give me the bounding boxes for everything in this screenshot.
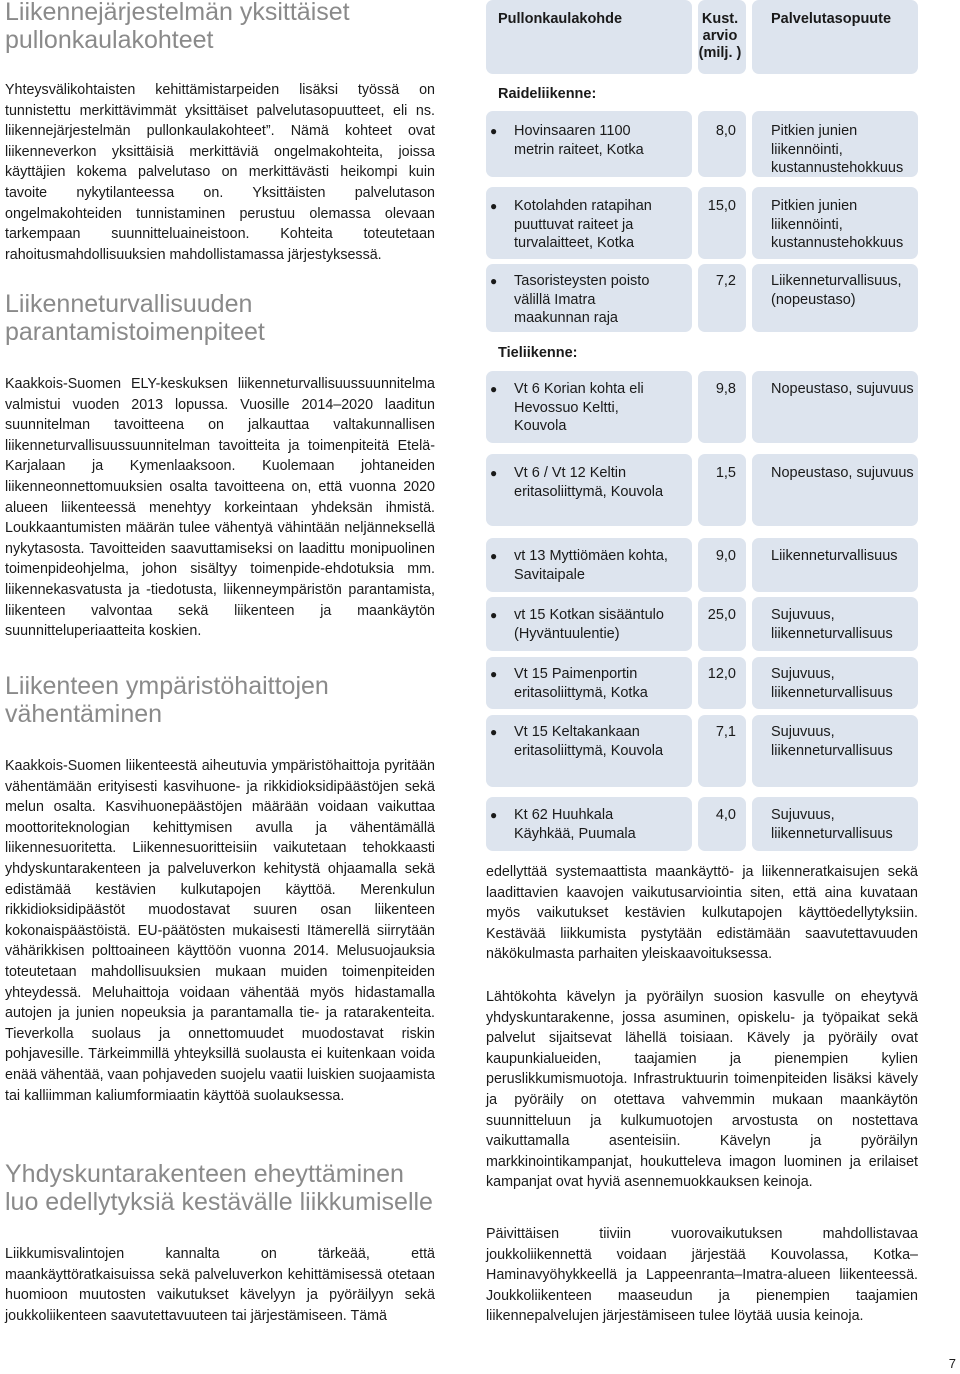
row-cost: 7,2	[715, 273, 736, 289]
bullet-icon: ●	[490, 808, 498, 822]
row-level: Sujuvuus, liikenneturvallisuus	[771, 724, 893, 759]
bullet-icon: ●	[490, 124, 498, 138]
bullet-icon: ●	[490, 199, 498, 213]
row-site: Vt 6 Korian kohta eli Hevossuo Keltti, Kouvola	[514, 381, 644, 434]
row-cost: 12,0	[707, 666, 736, 682]
row-box	[698, 111, 746, 177]
row-cost: 15,0	[707, 198, 736, 214]
row-level: Nopeustaso, sujuvuus	[771, 381, 914, 397]
section-road: Tieliikenne:	[498, 345, 578, 361]
row-cost: 9,0	[715, 548, 736, 564]
row-level: Nopeustaso, sujuvuus	[771, 465, 914, 481]
row-cost: 7,1	[715, 724, 736, 740]
row-site: vt 15 Kotkan sisääntulo (Hyväntuulentie)	[514, 607, 664, 642]
row-level: Liikenneturvallisuus, (nopeustaso)	[771, 273, 902, 308]
row-level: Pitkien junien liikennöinti, kustannustehokkuus	[771, 198, 904, 251]
row-site: Vt 15 Keltakankaan eritasoliittymä, Kouvola	[514, 724, 664, 759]
bullet-icon: ●	[490, 274, 498, 288]
column-header-level: Palvelutasopuute	[771, 11, 892, 27]
row-site: Kt 62 Huuhkala Käyhkää, Puumala	[514, 807, 636, 842]
row-site: Kotolahden ratapihan puuttuvat raiteet ja turvalaitteet, Kotka	[514, 198, 652, 251]
row-cost: 4,0	[715, 807, 736, 823]
row-site: vt 13 Myttiömäen kohta, Savitaipale	[514, 548, 668, 583]
row-cost: 9,8	[715, 381, 736, 397]
bullet-icon: ●	[490, 667, 498, 681]
paragraph-traffic-safety: Kaakkois-Suomen ELY-keskuksen liikenneturvallisuussuunnitelma valmistui vuoden 2013 lopussa. Vuosille 2014–2020 laaditun suunnitelman tavoitteena on jalkauttaa valtakunnallisen liikenneturvallisuussuunnitelman tavoitteita ja toimenpiteitä Etelä-Karjalaan ja Kymenlaaksoon. Kuolemaan johtaneiden liikenneonnettomuuksien osalta tavoitteena on, että vuonna 2020 alueen liikenteessä menehtyy korkeintaan yhdeksän ihmistä. Loukkaantumisten määrän tulee vähentyä vähintään neljänneksellä nykytasosta. Tavoitteiden saavuttamiseksi on laadittu monipuolinen toimenpideohjelma, johon sisältyy toimenpide-ehdotuksia mm. liikennekasvatusta ja -tiedotusta, liikenneympäristön parantamista, liikenteen valvontaa sekä liikenteen ja maankäytön suunnitteluperiaatteita koskien.	[5, 376, 435, 640]
paragraph-bottlenecks: Yhteysvälikohtaisten kehittämistarpeiden lisäksi työssä on tunnistettu merkittävimmät yksittäiset palvelutasopuutteet, eli ns. liikennejärjestelmän pullonkaulakohteet”. Nämä kohteet ovat liikenneverkon yksittäisiä merkittäviä ongelmakohteita, joissa käyttäjien kokema palvelutaso on merkittävästi heikompi kuin tavoite nykytilanteessa on. Yksittäisten palvelutason ongelmakohteiden tunnistaminen perustuu olemassa olevaan tarkempaan suunnitteluaineistoon. Kohteita toteutetaan rahoitusmahdollisuuksien mahdollistamassa järjestyksessä.	[5, 82, 435, 263]
paragraph-land-use: edellyttää systemaattista maankäyttö- ja liikenneratkaisujen sekä laadittavien kaavojen vaikutusarviointia siten, että aina kuvataan myös vaikutukset kestävien kulkutapojen käyttöedellytyksiin. Kestävää liikkumista pystytään edistämään saavutettavuuden näkökulmasta parhaiten yleiskaavoituksessa.	[486, 864, 918, 963]
row-site: Hovinsaaren 1100 metrin raiteet, Kotka	[514, 123, 644, 158]
paragraph-walking-cycling: Lähtökohta kävelyn ja pyöräilyn suosion kasvulle on eheytyvä yhdyskuntarakenne, jossa asuminen, opiskelu- ja työpaikat sekä palvelut sijaitsevat lähellä toisiaan. Kävely ja pyöräily ovat kaupunkialueiden, taajamien ja pienempien kylien peruslikkumismuotoja. Infrastruktuurin toimenpiteiden lisäksi kävely ja pyöräily on otettava vahvemmin mukaan maankäytön suunnitteluun ja kulkumuotojen arvostusta on nostettava vaikuttamalla asenteisiin. Kävelyn ja pyöräilyn markkinointikampanjat, houkutteleva imagon luominen ja erilaiset kampanjat ovat hyviä asennemuokkauksen keinoja.	[486, 989, 918, 1191]
row-level: Sujuvuus, liikenneturvallisuus	[771, 807, 893, 842]
row-cost: 25,0	[707, 607, 736, 623]
bullet-icon: ●	[490, 608, 498, 622]
row-level: Sujuvuus, liikenneturvallisuus	[771, 666, 893, 701]
heading-urban-structure: Yhdyskuntarakenteen eheyttäminen luo edellytyksiä kestävälle liikkumiselle	[5, 1160, 433, 1216]
bullet-icon: ●	[490, 466, 498, 480]
row-cost: 8,0	[715, 123, 736, 139]
row-site: Vt 15 Paimenportin eritasoliittymä, Kotka	[514, 666, 648, 701]
heading-environment: Liikenteen ympäristöhaittojen vähentäminen	[5, 672, 329, 728]
row-level: Sujuvuus, liikenneturvallisuus	[771, 607, 893, 642]
heading-bottlenecks: Liikennejärjestelmän yksittäiset pullonkaulakohteet	[5, 0, 350, 54]
bullet-icon: ●	[490, 725, 498, 739]
bullet-icon: ●	[490, 382, 498, 396]
heading-traffic-safety: Liikenneturvallisuuden parantamistoimenpiteet	[5, 290, 265, 346]
paragraph-environment: Kaakkois-Suomen liikenteestä aiheutuvia ympäristöhaittoja pyritään vähentämään erityisesti kasvihuone- ja rikkidioksidipäästöjen sekä melun osalta. Kasvihuonepäästöjen määrään voidaan vaikuttaa moottoriteknologian kehittymisen avulla ja vähentämällä liikennesuoritetta. Liikennesuoritteisiin vaikutetaan tehokkaasti yhdyskuntarakenteen ja palveluverkon kehitystä ohjaamalla sekä edistämää kestävien kulkutapojen käyttöä. Merenkulun rikkidioksidipäästöt muodostavat suuren osan liikenteen kokonaispäästöistä. EU-päätösten mukaisesti Itämerellä siirrytään vähärikkisen polttoaineen käyttöön vuonna 2014. Melusuojauksia toteutetaan mahdollisuuksien mukaan muiden toimenpiteiden yhteydessä. Meluhaittoja voidaan vähentää myös hidastamalla autojen ja junien nopeuksia ja parantamalla tie- ja ratarakenteita. Tieverkolla suolaus ja onnettomuudet muodostavat riskin pohjavesille. Tärkeimmillä yhteyksillä suolausta ei kuitenkaan voida enää vähentää, vaan pohjaveden suojelu vaatii luiskien suojaamista tai kalliimman kaliumformiaatin käyttöä suolauksessa.	[5, 758, 435, 1104]
paragraph-public-transport: Päivittäisen tiiviin vuorovaikutuksen mahdollistavaa joukkoliikennettä voidaan järjestää Kouvolassa, Kotka–Haminavyöhykkeellä ja Lappeenranta–Imatra-alueen liikenteessä. Joukkoliikenteen maaseudun ja pienempien taajamien liikennepalvelujen järjestämiseen tulee löytää uusia keinoja.	[486, 1226, 918, 1325]
column-header-cost: Kust. arvio (milj. )	[698, 11, 742, 61]
page-number: 7	[948, 1356, 956, 1371]
row-level: Liikenneturvallisuus	[771, 548, 898, 564]
section-rail: Raideliikenne:	[498, 86, 597, 102]
row-site: Tasoristeysten poisto välillä Imatra maakunnan raja	[514, 273, 650, 326]
row-site: Vt 6 / Vt 12 Keltin eritasoliittymä, Kouvola	[514, 465, 664, 500]
paragraph-urban-structure: Liikkumisvalintojen kannalta on tärkeää, että maankäyttöratkaisuissa sekä palveluverkon kehittämisessä otetaan huomioon muutosten vaikutukset kävelyyn ja pyöräilyyn sekä joukkoliikenteen saavutettavuuteen tai järjestämiseen. Tämä	[5, 1246, 435, 1324]
row-level: Pitkien junien liikennöinti, kustannustehokkuus	[771, 123, 904, 176]
bullet-icon: ●	[490, 549, 498, 563]
column-header-site: Pullonkaulakohde	[498, 11, 623, 27]
row-cost: 1,5	[715, 465, 736, 481]
